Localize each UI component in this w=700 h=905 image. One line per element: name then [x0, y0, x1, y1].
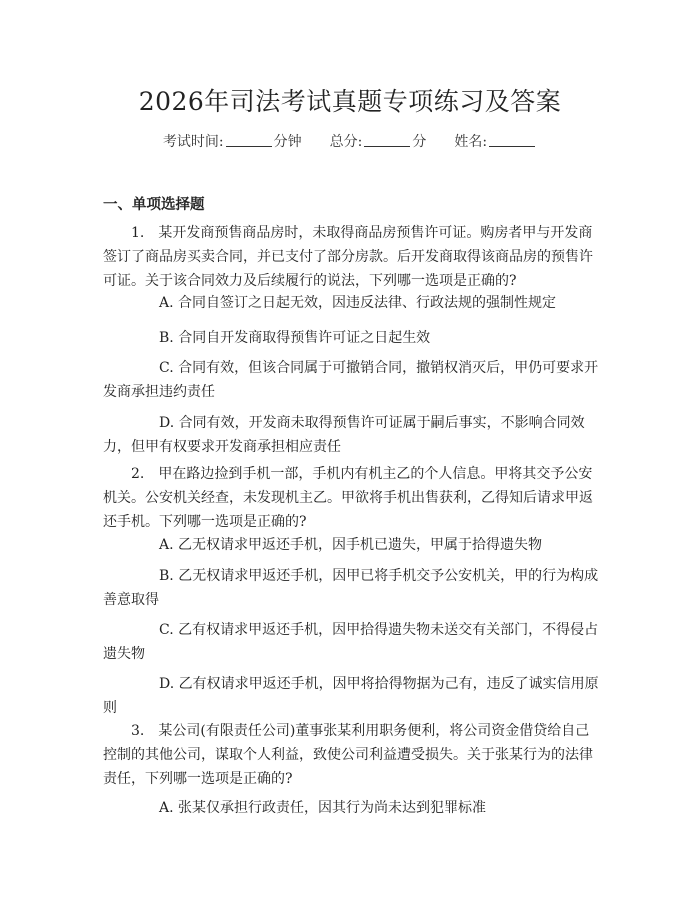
time-blank — [226, 134, 272, 147]
option-item: D. 乙有权请求甲返还手机，因甲将拾得物据为己有，违反了诚实信用原则 — [103, 676, 599, 716]
exam-info-line — [0, 131, 700, 151]
option-item: D. 合同有效，开发商未取得预售许可证属于嗣后事实，不影响合同效力，但甲有权要求开发商承担相应责任 — [103, 415, 585, 455]
score-unit: 分 — [412, 134, 427, 150]
score-label: 总分: — [329, 134, 363, 150]
question-stem: 1. 某开发商预售商品房时，未取得商品房预售许可证。购房者甲与开发商签订了商品房买卖合同，并已支付了部分房款。后开发商取得该商品房的预售许可证。关于该合同效力及后续履行的说法，下列哪一选项是正确的? — [103, 225, 593, 289]
option-item: B. 乙无权请求甲返还手机，因甲已将手机交予公安机关，甲的行为构成善意取得 — [103, 568, 599, 608]
question-stem: 2. 甲在路边捡到手机一部，手机内有机主乙的个人信息。甲将其交予公安机关。公安机关经查，未发现机主乙。甲欲将手机出售获利，乙得知后请求甲返还手机。下列哪一选项是正确的? — [103, 466, 593, 530]
option-item: A. 乙无权请求甲返还手机，因手机已遗失，甲属于拾得遗失物 — [159, 537, 543, 553]
option-item: C. 合同有效，但该合同属于可撤销合同，撤销权消灭后，甲仍可要求开发商承担违约责任 — [103, 360, 599, 400]
name-label: 姓名: — [454, 134, 488, 150]
option-item: A. 张某仅承担行政责任，因其行为尚未达到犯罪标准 — [159, 800, 487, 816]
document-title: 2026年司法考试真题专项练习及答案 — [138, 87, 562, 116]
time-label: 考试时间: — [162, 134, 224, 150]
option-item: A. 合同自签订之日起无效，因违反法律、行政法规的强制性规定 — [159, 295, 557, 311]
score-blank — [364, 134, 410, 147]
option-item: B. 合同自开发商取得预售许可证之日起生效 — [159, 330, 431, 346]
name-blank — [489, 134, 535, 147]
option-item: C. 乙有权请求甲返还手机，因甲拾得遗失物未送交有关部门，不得侵占遗失物 — [103, 622, 599, 662]
time-unit: 分钟 — [273, 134, 302, 150]
section-heading: 一、单项选择题 — [103, 197, 205, 213]
question-stem: 3. 某公司(有限责任公司)董事张某利用职务便利，将公司资金借贷给自己控制的其他公司，谋取个人利益，致使公司利益遭受损失。关于张某行为的法律责任，下列哪一选项是正确的? — [103, 723, 593, 787]
